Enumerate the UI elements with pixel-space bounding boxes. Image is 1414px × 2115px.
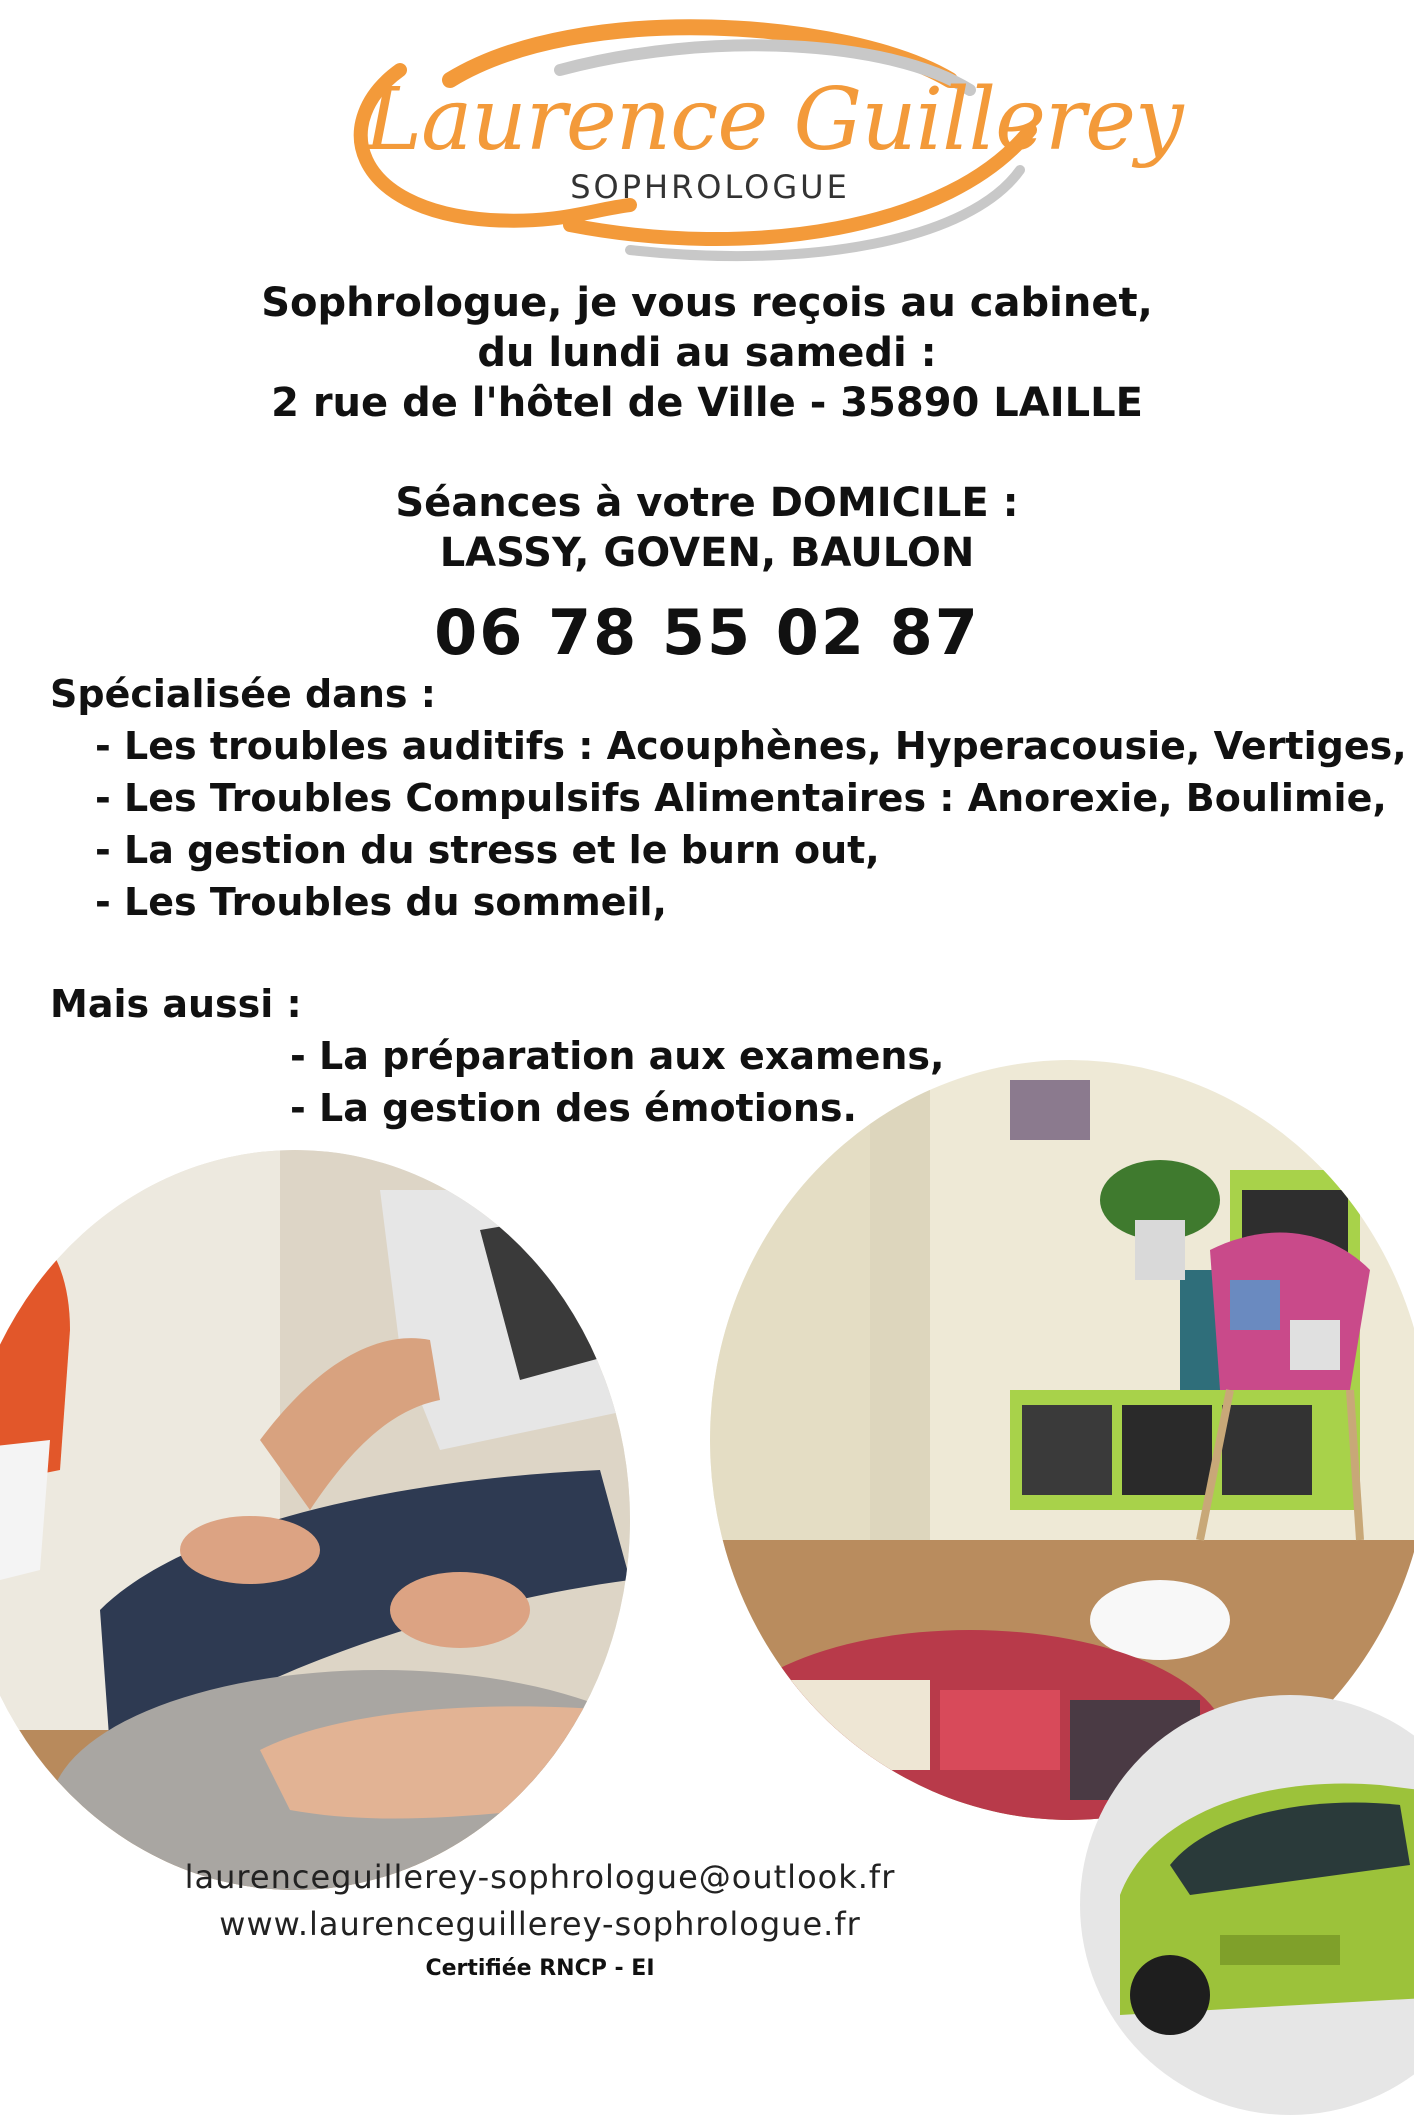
home-visits-towns: LASSY, GOVEN, BAULON <box>439 530 975 576</box>
list-item: - Les Troubles du sommeil, <box>95 880 667 924</box>
specialities-heading: Spécialisée dans : <box>50 672 436 716</box>
home-visits <box>0 478 1414 578</box>
logo-name: Laurence Guillerey <box>365 70 1183 170</box>
address-line: 2 rue de l'hôtel de Ville - 35890 LAILLE <box>271 380 1143 426</box>
list-item: - La gestion du stress et le burn out, <box>95 828 880 872</box>
email-link[interactable]: laurenceguillerey-sophrologue@outlook.fr <box>184 1858 896 1896</box>
home-visits-heading: Séances à votre DOMICILE : <box>395 480 1019 526</box>
specialities-list <box>95 720 1407 928</box>
intro-line: du lundi au samedi : <box>477 330 937 376</box>
phone-number[interactable]: 06 78 55 02 87 <box>434 596 980 669</box>
list-item: - Les Troubles Compulsifs Alimentaires : Anorexie, Boulimie, <box>95 776 1387 820</box>
certification-text: Certifiée RNCP - EI <box>425 1956 655 1981</box>
website-link[interactable]: www.laurenceguillerey-sophrologue.fr <box>219 1905 861 1943</box>
also-list <box>290 1030 944 1134</box>
session-photo-illustration <box>0 1150 630 1890</box>
intro-line: Sophrologue, je vous reçois au cabinet, <box>261 280 1153 326</box>
logo <box>330 10 1183 270</box>
intro-text <box>0 278 1414 428</box>
list-item: - La préparation aux examens, <box>290 1034 945 1078</box>
logo-subtitle: SOPHROLOGUE <box>570 168 850 206</box>
also-heading: Mais aussi : <box>50 982 302 1026</box>
session-photo <box>0 1150 630 1890</box>
list-item: - La gestion des émotions. <box>290 1086 857 1130</box>
list-item: - Les troubles auditifs : Acouphènes, Hyperacousie, Vertiges, <box>95 724 1407 768</box>
